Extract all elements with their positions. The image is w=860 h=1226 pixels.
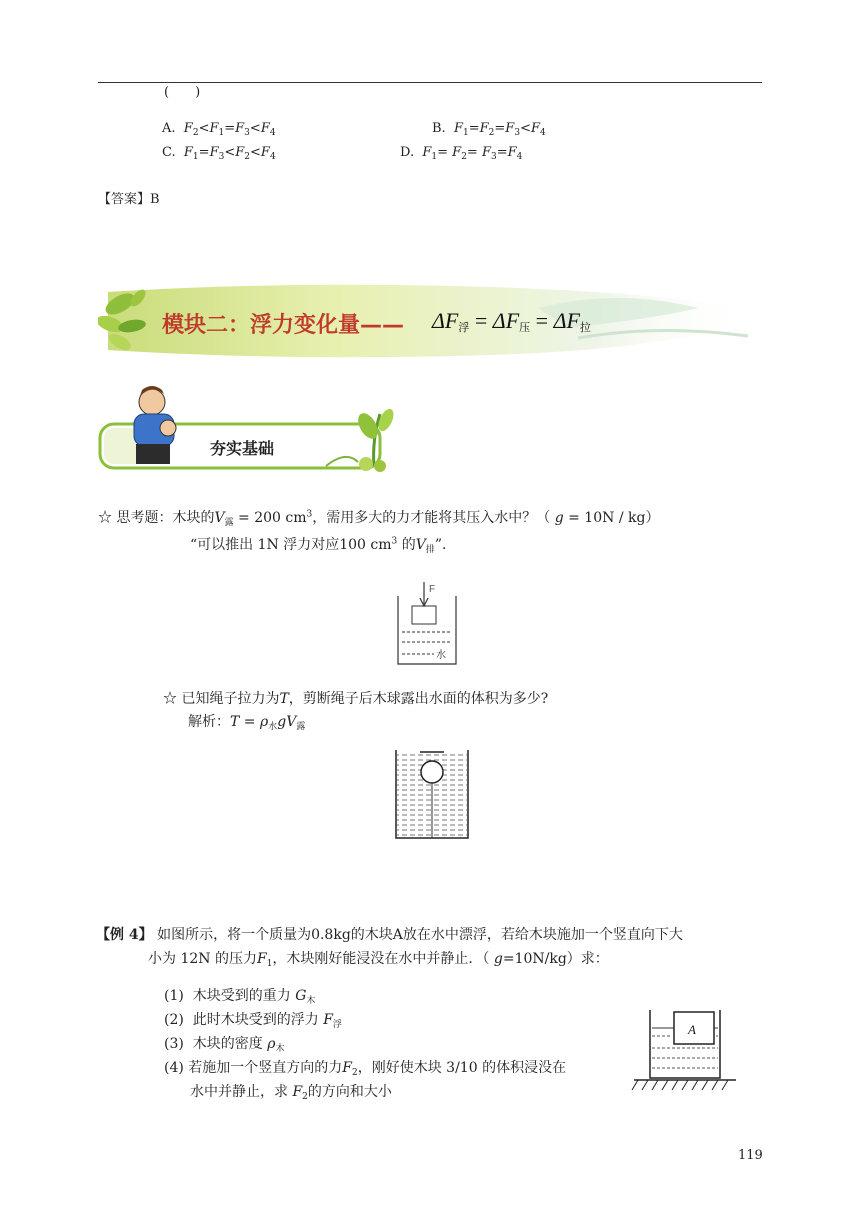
block-a-label: A: [688, 1022, 696, 1037]
answer-value: B: [150, 192, 160, 207]
option-d[interactable]: D. $F_1= F_2= F_3=F_4$: [400, 145, 523, 162]
figure-ball-tied: [394, 748, 470, 840]
answer-label: 【答案】: [98, 192, 151, 207]
module-title: 模块二：浮力变化量——: [162, 313, 405, 338]
option-b[interactable]: B. $F_1=F_2=F_3<F_4$: [432, 121, 546, 138]
q2-text: ☆ 已知绳子拉力为T，剪断绳子后木球露出水面的体积为多少?: [163, 691, 549, 707]
example4-item4: (4) 若施加一个竖直方向的力$F_2$，刚好使木块 3/10 的体积浸没在: [164, 1060, 567, 1078]
wooden-ball: [421, 761, 443, 783]
example4-item4-cont: 水中并静止，求 $F_2$的方向和大小: [190, 1084, 392, 1102]
example4-item1: (1) 木块受到的重力 $G_木$: [164, 988, 316, 1006]
example4-label: 【例 4】: [96, 927, 153, 943]
cartoon-man-icon: [134, 386, 176, 464]
section-header-graphic: [96, 380, 396, 478]
water-label: 水: [436, 650, 446, 661]
section-title: 夯实基础: [210, 439, 275, 458]
think-quote: “可以推出 1N 浮力对应100 $cm^3$ 的$V_排$”．: [190, 536, 457, 555]
example4-item3: (3) 木块的密度 $\rho_木$: [164, 1036, 285, 1054]
figure-block-a: [628, 1004, 740, 1096]
example4-line1: 【例 4】 如图所示，将一个质量为0.8kg的木块A放在水中漂浮，若给木块施加一个竖直向下大: [96, 927, 683, 943]
answer-line: [98, 191, 160, 209]
star-icon: ☆: [163, 691, 177, 707]
q2-analysis: 解析：$T = \rho_水gV_露$: [188, 714, 306, 732]
think-question: ☆ 思考题：木块的$V_露 = 200$ $cm^3$，需用多大的力才能将其压入水中？（ g = 10N / kg）: [98, 509, 660, 528]
header-rule: [98, 82, 762, 83]
option-a[interactable]: A. $F_2<F_1=F_3<F_4$: [162, 121, 276, 138]
page-number: 119: [738, 1148, 763, 1163]
module-formula: $\Delta F_浮 = \Delta F_压 = \Delta F_拉$: [432, 308, 591, 334]
answer-parentheses: ( ): [164, 85, 201, 100]
option-c[interactable]: C. $F_1=F_3<F_2<F_4$: [162, 145, 276, 162]
example4-line2: 小为 12N 的压力$F_1$，木块刚好能浸没在水中并静止．（ g=10N/kg）求：: [148, 951, 609, 969]
force-label: F: [429, 584, 436, 595]
figure-block-pressed: [396, 578, 458, 666]
star-icon: ☆: [98, 510, 112, 526]
example4-item2: (2) 此时木块受到的浮力 $F_浮$: [164, 1012, 342, 1030]
